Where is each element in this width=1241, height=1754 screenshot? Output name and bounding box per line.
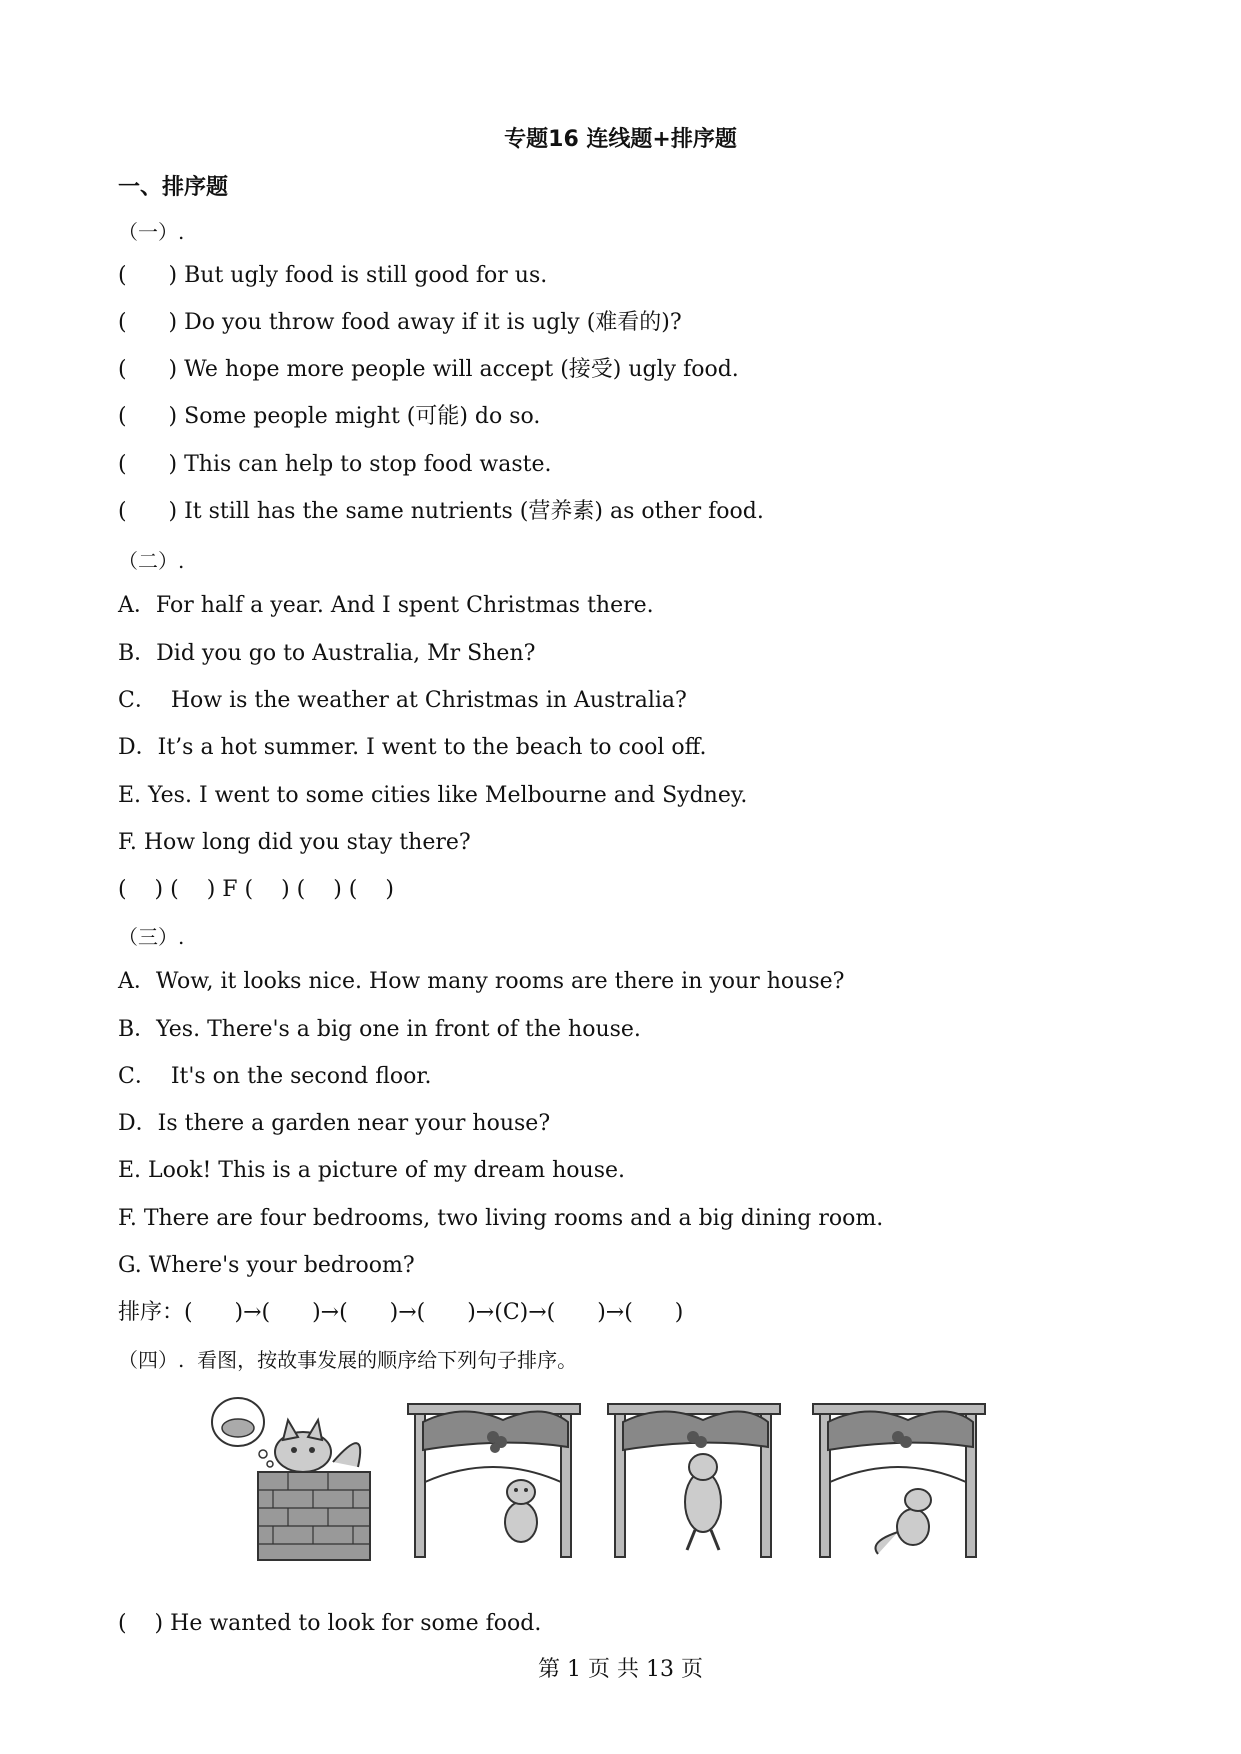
part4-item: ( ) He wanted to look for some food. — [118, 1611, 542, 1636]
part3-item: D．Is there a garden near your house? — [118, 1111, 551, 1136]
part3-item: A．Wow, it looks nice. How many rooms are there in your house? — [118, 969, 845, 994]
part3-item: C． It's on the second floor. — [118, 1064, 432, 1089]
story-illustrations — [208, 1392, 1028, 1562]
section-heading: 一、排序题 — [118, 175, 229, 200]
story-panel-fox-jumping — [603, 1392, 788, 1562]
story-panel-fox-on-wall — [208, 1392, 388, 1562]
part1-item: ( ) Some people might (可能) do so. — [118, 404, 541, 429]
part3-answer-line: 排序：( )→( )→( )→( )→(C)→( )→( ) — [118, 1300, 684, 1325]
part1-item: ( ) It still has the same nutrients (营养素) as other food. — [118, 499, 764, 524]
page-footer: 第 1 页 共 13 页 — [538, 1657, 703, 1682]
story-panel-fox-walking-away — [808, 1392, 993, 1562]
part3-label: （三）. — [118, 925, 185, 949]
part3-item: F. There are four bedrooms, two living rooms and a big dining room. — [118, 1206, 884, 1231]
part2-label: （二）. — [118, 549, 185, 573]
document-title: 专题16 连线题+排序题 — [504, 127, 737, 152]
part3-item: G. Where's your bedroom? — [118, 1253, 415, 1278]
part1-item: ( ) This can help to stop food waste. — [118, 452, 552, 477]
part2-item: D．It’s a hot summer. I went to the beach to cool off. — [118, 735, 707, 760]
part3-item: E. Look! This is a picture of my dream house. — [118, 1158, 626, 1183]
part4-label: （四）. 看图，按故事发展的顺序给下列句子排序。 — [118, 1348, 578, 1372]
part2-answer-line: ( ) ( ) F ( ) ( ) ( ) — [118, 877, 394, 902]
part1-label: （一）. — [118, 220, 185, 244]
part1-item: ( ) We hope more people will accept (接受) ugly food. — [118, 357, 739, 382]
part2-item: C． How is the weather at Christmas in Australia? — [118, 688, 687, 713]
part2-item: E. Yes. I went to some cities like Melbourne and Sydney. — [118, 783, 748, 808]
part1-item: ( ) Do you throw food away if it is ugly (难看的)? — [118, 310, 682, 335]
part2-item: F. How long did you stay there? — [118, 830, 471, 855]
part3-item: B．Yes. There's a big one in front of the house. — [118, 1017, 641, 1042]
part2-item: B．Did you go to Australia, Mr Shen? — [118, 641, 536, 666]
part2-item: A．For half a year. And I spent Christmas there. — [118, 593, 654, 618]
part1-item: ( ) But ugly food is still good for us. — [118, 263, 548, 288]
story-panel-fox-under-grapes — [403, 1392, 588, 1562]
